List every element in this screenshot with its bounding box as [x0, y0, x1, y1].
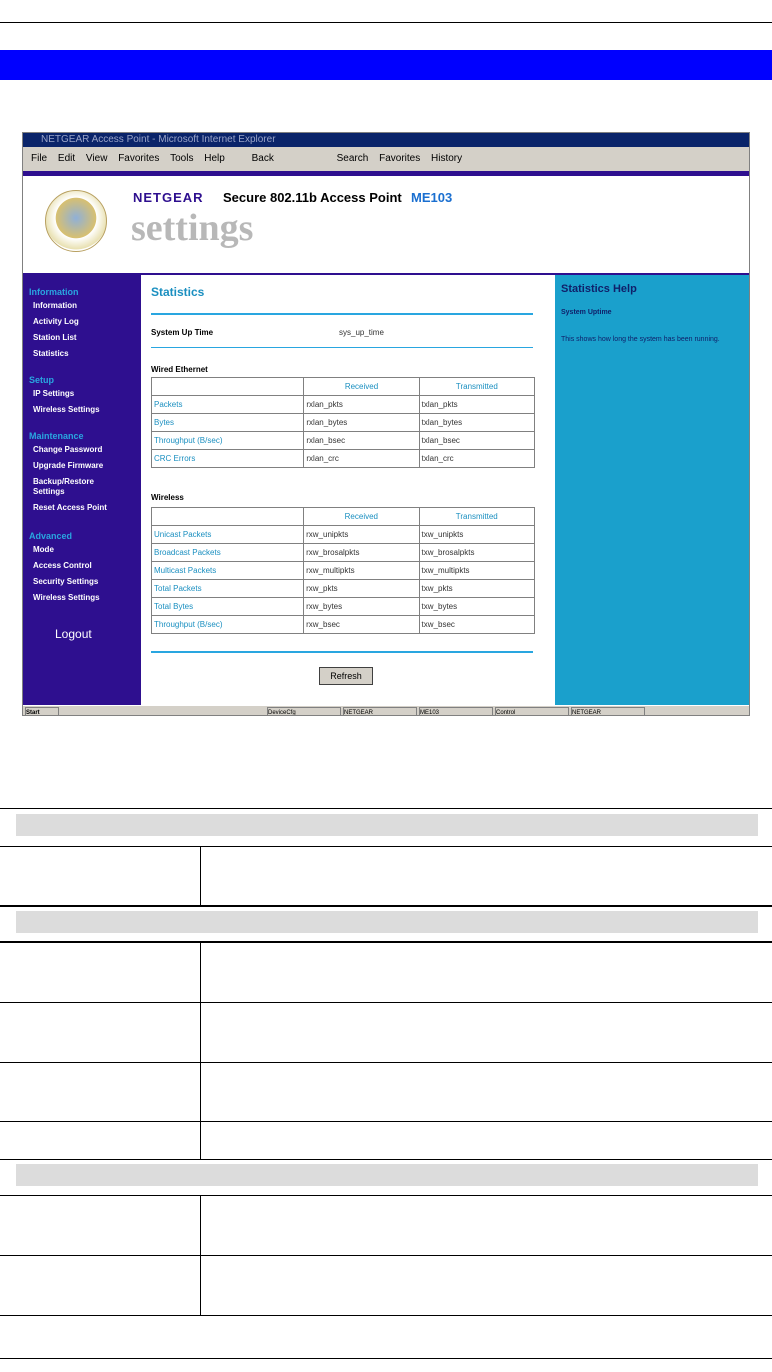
page-header	[23, 176, 750, 273]
window-title-bar: NETGEAR Access Point - Microsoft Internet Explorer	[23, 133, 750, 147]
uptime-value: sys_up_time	[339, 328, 384, 337]
row-label: Throughput (B/sec)	[152, 616, 304, 634]
sidebar-group-information: Information	[29, 287, 79, 297]
received-value: rxw_pkts	[304, 580, 419, 598]
history-button[interactable]: History	[431, 153, 463, 164]
transmitted-value: txlan_crc	[419, 450, 534, 468]
sidebar-item-station-list[interactable]: Station List	[33, 333, 77, 342]
menu-tools[interactable]: Tools	[170, 153, 194, 164]
sidebar-item-advanced-wireless-settings[interactable]: Wireless Settings	[33, 593, 100, 602]
col-transmitted: Transmitted	[419, 378, 534, 396]
table-row	[152, 544, 535, 562]
sidebar-item-statistics[interactable]: Statistics	[33, 349, 69, 358]
taskbar-item[interactable]: DeviceCfg	[267, 707, 341, 716]
col-received: Received	[304, 378, 419, 396]
table-rule	[0, 905, 772, 907]
statistics-panel	[141, 275, 555, 705]
search-button[interactable]: Search	[336, 153, 369, 164]
start-button[interactable]: Start	[25, 707, 59, 716]
uptime-label: System Up Time	[151, 328, 214, 337]
transmitted-value: txw_pkts	[419, 580, 534, 598]
table-row	[152, 598, 535, 616]
refresh-button[interactable]: Refresh	[319, 667, 373, 685]
table-rule	[0, 1002, 772, 1003]
wired-ethernet-table	[151, 377, 535, 468]
table-row	[152, 432, 535, 450]
table-rule	[0, 1121, 772, 1122]
section-band	[16, 814, 758, 836]
sidebar-group-advanced: Advanced	[29, 531, 73, 541]
table-header-row	[152, 378, 535, 396]
col-received: Received	[304, 508, 419, 526]
transmitted-value: txlan_pkts	[419, 396, 534, 414]
windows-taskbar	[23, 705, 750, 716]
received-value: rxlan_bytes	[304, 414, 419, 432]
taskbar-item[interactable]: NETGEAR	[571, 707, 645, 716]
sidebar	[23, 275, 141, 705]
table-rule	[0, 808, 772, 809]
help-panel	[555, 275, 750, 705]
sidebar-item-access-control[interactable]: Access Control	[33, 561, 92, 570]
table-row	[152, 526, 535, 544]
menu-favorites[interactable]: Favorites	[118, 153, 160, 164]
sidebar-item-ip-settings[interactable]: IP Settings	[33, 389, 75, 398]
row-label: Multicast Packets	[152, 562, 304, 580]
transmitted-value: txw_bytes	[419, 598, 534, 616]
sidebar-item-security-settings[interactable]: Security Settings	[33, 577, 99, 586]
received-value: rxlan_crc	[304, 450, 419, 468]
table-rule	[0, 941, 772, 943]
received-value: rxw_unipkts	[304, 526, 419, 544]
table-rule	[0, 1315, 772, 1316]
table-row	[152, 616, 535, 634]
row-label: Broadcast Packets	[152, 544, 304, 562]
transmitted-value: txw_multipkts	[419, 562, 534, 580]
table-rule	[0, 1195, 772, 1196]
table-header-row	[152, 508, 535, 526]
section-band	[16, 911, 758, 933]
sidebar-item-backup-restore[interactable]: Backup/Restore Settings	[33, 477, 94, 496]
col-transmitted: Transmitted	[419, 508, 534, 526]
taskbar-item[interactable]: ME103	[419, 707, 493, 716]
received-value: rxw_brosalpkts	[304, 544, 419, 562]
table-rule	[0, 1159, 772, 1160]
row-label: Total Packets	[152, 580, 304, 598]
row-label: CRC Errors	[152, 450, 304, 468]
row-label: Packets	[152, 396, 304, 414]
table-row	[152, 414, 535, 432]
browser-menu-bar	[23, 147, 750, 171]
divider	[151, 313, 533, 315]
sidebar-item-information[interactable]: Information	[33, 301, 77, 310]
sidebar-item-activity-log[interactable]: Activity Log	[33, 317, 79, 326]
netgear-seal-logo	[45, 190, 107, 252]
sidebar-group-maintenance: Maintenance	[29, 431, 84, 441]
taskbar-item[interactable]: NETGEAR	[343, 707, 417, 716]
transmitted-value: txw_unipkts	[419, 526, 534, 544]
transmitted-value: txlan_bytes	[419, 414, 534, 432]
transmitted-value: txlan_bsec	[419, 432, 534, 450]
help-subtitle: System Uptime	[561, 309, 612, 316]
table-rule	[0, 1255, 772, 1256]
table-row	[152, 562, 535, 580]
browser-screenshot	[22, 132, 750, 716]
received-value: rxlan_bsec	[304, 432, 419, 450]
table-rule	[0, 1062, 772, 1063]
section-header-bar	[0, 50, 772, 80]
divider	[151, 347, 533, 348]
product-name: Secure 802.11b Access Point	[223, 190, 402, 205]
transmitted-value: txw_bsec	[419, 616, 534, 634]
brand-name: NETGEAR	[133, 190, 204, 205]
table-row	[152, 580, 535, 598]
menu-help[interactable]: Help	[204, 153, 225, 164]
table-rule	[0, 846, 772, 847]
top-rule	[0, 22, 772, 23]
table-row	[152, 450, 535, 468]
received-value: rxw_multipkts	[304, 562, 419, 580]
favorites-button[interactable]: Favorites	[379, 153, 421, 164]
sidebar-item-change-password[interactable]: Change Password	[33, 445, 103, 454]
received-value: rxlan_pkts	[304, 396, 419, 414]
received-value: rxw_bsec	[304, 616, 419, 634]
received-value: rxw_bytes	[304, 598, 419, 616]
page-title: Statistics	[151, 285, 205, 299]
menu-edit[interactable]: Edit	[57, 153, 76, 164]
sidebar-item-mode[interactable]: Mode	[33, 545, 54, 554]
menu-file[interactable]: File	[31, 153, 48, 164]
menu-view[interactable]: View	[85, 153, 108, 164]
model-name: ME103	[411, 190, 453, 205]
sidebar-item-upgrade-firmware[interactable]: Upgrade Firmware	[33, 461, 104, 470]
section-band	[16, 1164, 758, 1186]
column-divider	[200, 846, 201, 906]
sidebar-item-wireless-settings[interactable]: Wireless Settings	[33, 405, 100, 414]
bottom-rule	[0, 1358, 772, 1359]
settings-banner: settings	[131, 207, 254, 249]
help-text: This shows how long the system has been running.	[561, 336, 720, 343]
back-button[interactable]: Back	[251, 153, 274, 164]
row-label: Unicast Packets	[152, 526, 304, 544]
row-label: Total Bytes	[152, 598, 304, 616]
table-row	[152, 396, 535, 414]
divider	[151, 651, 533, 653]
sidebar-item-reset-access-point[interactable]: Reset Access Point	[33, 503, 107, 512]
row-label: Throughput (B/sec)	[152, 432, 304, 450]
wireless-heading: Wireless	[151, 493, 184, 502]
wireless-table	[151, 507, 535, 634]
wired-ethernet-heading: Wired Ethernet	[151, 365, 208, 374]
sidebar-group-setup: Setup	[29, 375, 55, 385]
column-divider	[200, 943, 201, 1159]
help-title: Statistics Help	[561, 283, 637, 295]
row-label: Bytes	[152, 414, 304, 432]
taskbar-item[interactable]: Control	[495, 707, 569, 716]
logout-link[interactable]: Logout	[55, 627, 92, 641]
transmitted-value: txw_brosalpkts	[419, 544, 534, 562]
